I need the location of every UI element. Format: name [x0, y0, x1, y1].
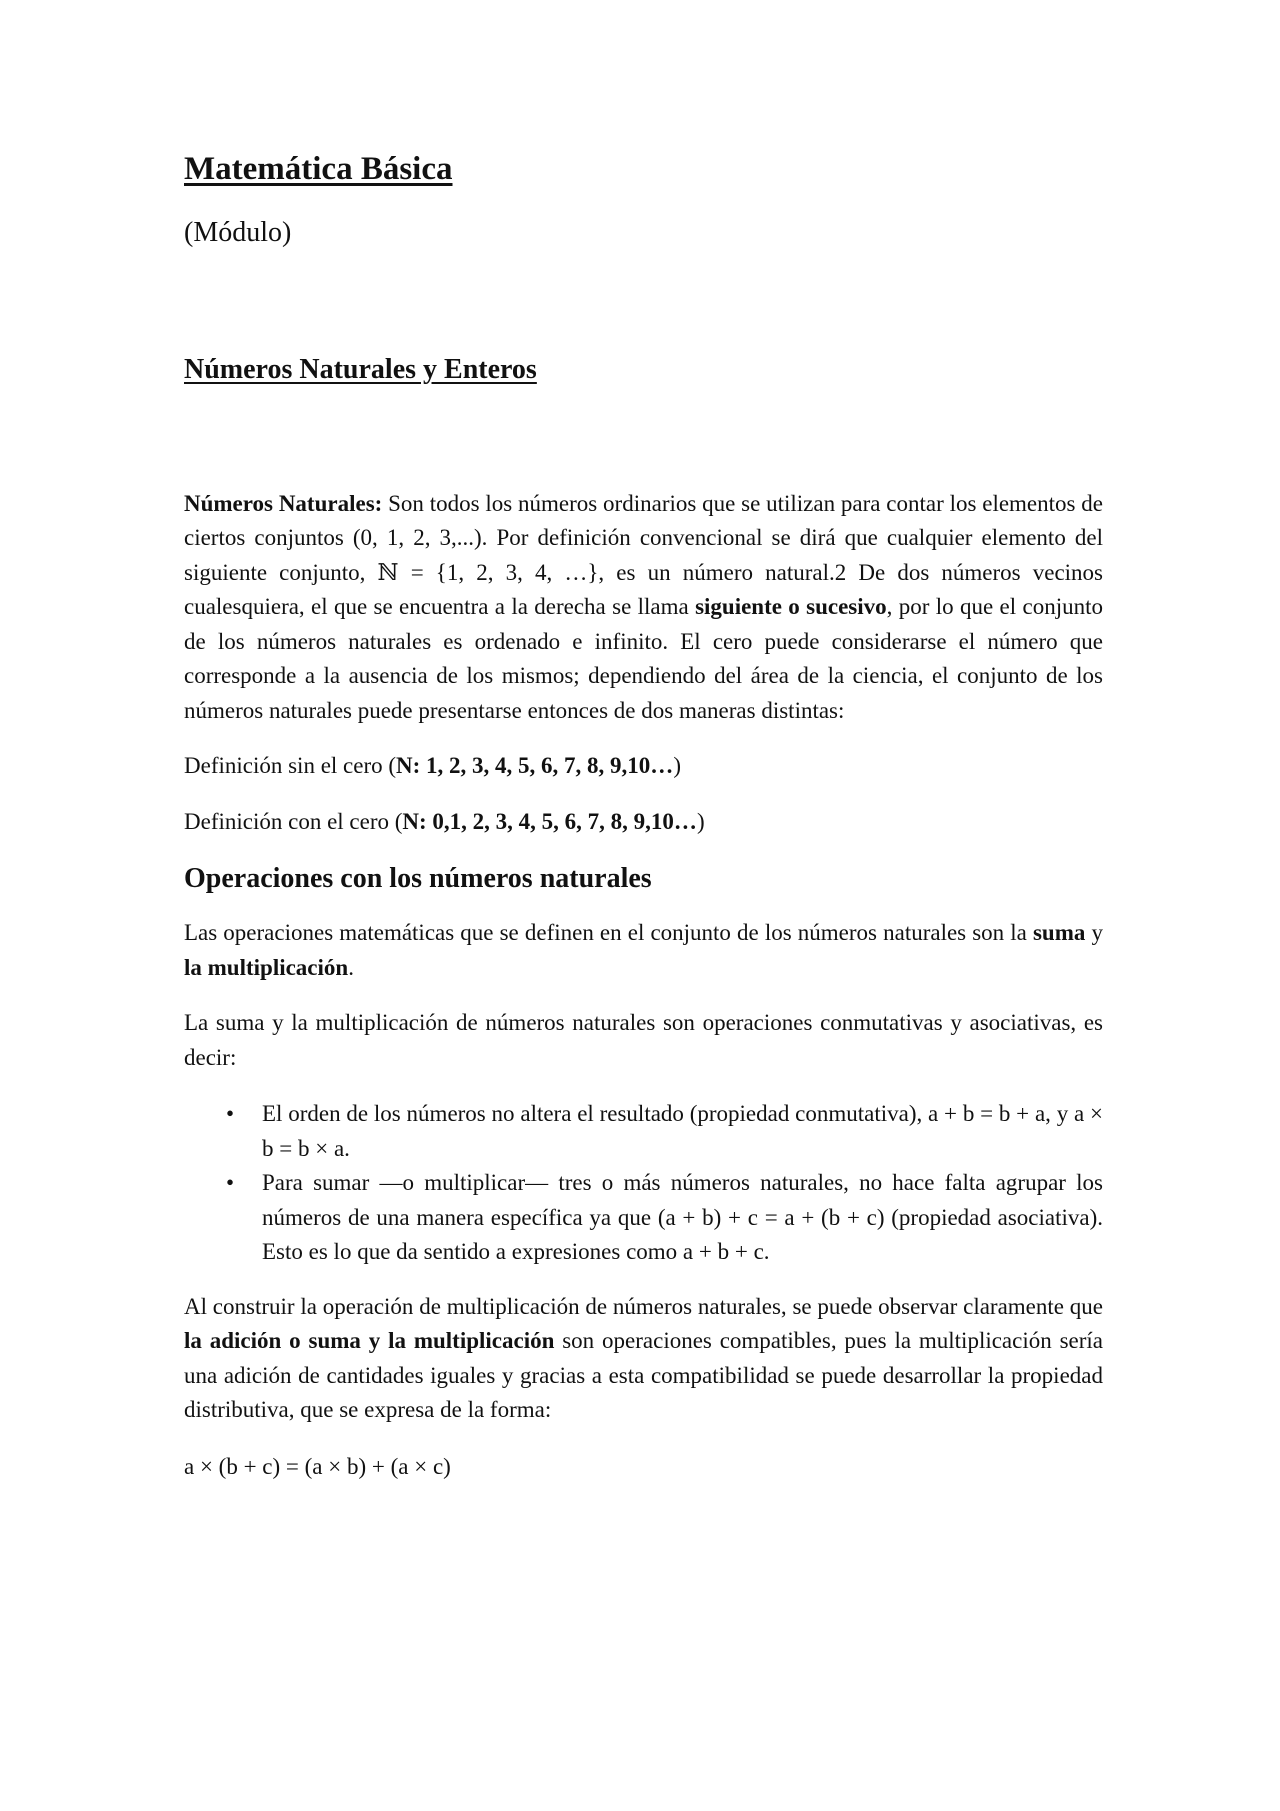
operations-text-3: . [348, 954, 354, 980]
definition-without-zero [184, 749, 1103, 784]
properties-intro-paragraph: La suma y la multiplicación de números naturales son operaciones conmutativas y asociativas, es decir: [184, 1010, 1103, 1070]
natural-numbers-text-2: , por lo que el conjunto de los números naturales es ordenado e infinito. El cero puede considerarse el número que corresponde a la ausencia de los mismos; dependiendo del área de la ciencia, el conjunto de los números naturales puede presentarse entonces de dos maneras distintas: [184, 594, 1103, 723]
bullet-icon: • [226, 1101, 235, 1127]
suma-term: suma [1032, 920, 1086, 946]
multiplicacion-term: la multiplicación [184, 954, 349, 980]
distributive-formula: a × (b + c) = (a × b) + (a × c) [184, 1453, 451, 1479]
definition-set: N: 1, 2, 3, 4, 5, 6, 7, 8, 9,10… [396, 753, 674, 779]
definition-prefix: Definición sin el cero ( [184, 753, 397, 779]
distributive-text-2: son operaciones compatibles, pues la multiplicación sería una adición de cantidades iguales y gracias a esta compatibilidad se puede desarrollar la propiedad distributiva, que se expresa de la forma: [184, 1328, 1103, 1423]
operations-text-1: Las operaciones matemáticas que se definen en el conjunto de los números naturales son la [184, 920, 1033, 946]
definition-with-zero [184, 805, 1103, 840]
operations-heading: Operaciones con los números naturales [184, 863, 652, 895]
definition-suffix: ) [696, 808, 705, 834]
operations-text-2: y [1085, 920, 1103, 946]
definition-suffix: ) [673, 753, 681, 779]
bullet-icon: • [226, 1170, 235, 1196]
siguiente-o-sucesivo-term: siguiente o sucesivo [695, 594, 887, 620]
definition-set: N: 0,1, 2, 3, 4, 5, 6, 7, 8, 9,10… [402, 808, 697, 834]
properties-list [184, 1097, 1103, 1270]
list-item [226, 1166, 1103, 1270]
distributive-paragraph [184, 1290, 1103, 1428]
natural-numbers-paragraph [184, 487, 1103, 729]
associative-property-text: Para sumar —o multiplicar— tres o más números naturales, no hace falta agrupar los números de una manera específica ya que (a + b) + c = a + (b + c) (propiedad asociativa). Esto es lo que da sentido a expresiones como a + b + c. [262, 1170, 1103, 1265]
natural-numbers-lead: Números Naturales: [184, 490, 383, 516]
distributive-text-1: Al construir la operación de multiplicación de números naturales, se puede observar claramente que [184, 1293, 1103, 1319]
definition-prefix: Definición con el cero ( [184, 808, 403, 834]
document-page [184, 150, 1103, 1484]
document-subtitle: (Módulo) [184, 216, 292, 248]
section-title: Números Naturales y Enteros [184, 354, 537, 386]
commutative-property-text: El orden de los números no altera el resultado (propiedad conmutativa), a + b = b + a, y a × b = b × a. [262, 1101, 1103, 1161]
operations-paragraph [184, 916, 1103, 985]
natural-numbers-text-1: Son todos los números ordinarios que se utilizan para contar los elementos de ciertos conjuntos (0, 1, 2, 3,...). Por definición convencional se dirá que cualquier elemento del siguiente conjunto, ℕ = {1, 2, 3, 4, …}, es un número natural.2 De dos números vecinos cualesquiera, el que se encuentra a la derecha se llama [184, 490, 1103, 620]
compatible-operations-term: la adición o suma y la multiplicación [184, 1328, 555, 1354]
list-item [226, 1097, 1103, 1166]
document-title: Matemática Básica [184, 151, 453, 187]
